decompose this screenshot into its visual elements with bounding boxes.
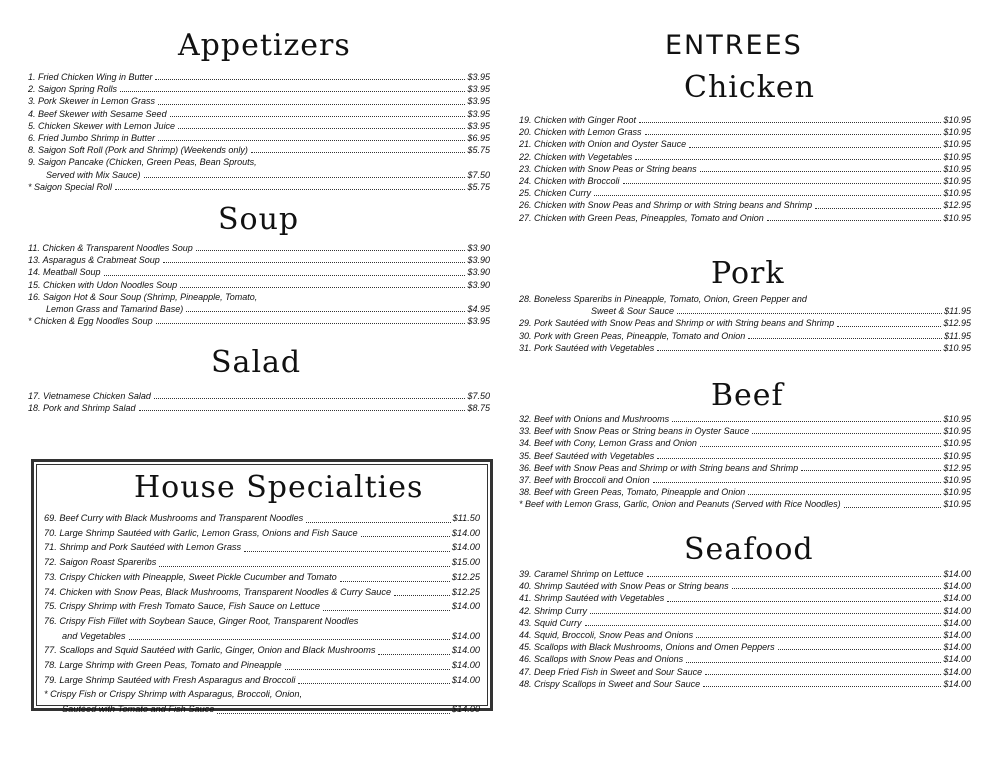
entrees-heading: ENTREES [665, 30, 803, 61]
menu-item-price: $7.50 [467, 391, 490, 401]
menu-item-name: 40. Shrimp Sautéed with Snow Peas or String beans [519, 581, 729, 592]
menu-item-name: 19. Chicken with Ginger Root [519, 115, 637, 125]
menu-item [519, 305, 971, 317]
menu-item [519, 138, 971, 150]
menu-item-name: 42. Shrimp Curry [519, 605, 588, 616]
dot-leader [154, 398, 466, 399]
pork-heading: Pork [711, 256, 785, 291]
menu-item-price: $3.95 [467, 84, 490, 95]
menu-item-price: $12.95 [943, 200, 971, 211]
dot-leader [178, 128, 465, 129]
dot-leader [158, 140, 465, 141]
menu-item-name: 27. Chicken with Green Peas, Pineapples, Tomato and Onion [519, 212, 764, 223]
menu-item-name: 13. Asparagus & Crabmeat Soup [28, 255, 160, 266]
menu-item-price: $10.95 [943, 342, 971, 353]
dot-leader [158, 104, 465, 105]
menu-item [519, 617, 971, 629]
seafood-heading: Seafood [684, 532, 814, 567]
dot-leader [700, 171, 942, 172]
menu-item-name: 34. Beef with Cony, Lemon Grass and Onion [519, 438, 697, 449]
dot-leader [285, 669, 450, 670]
appetizers-heading: Appetizers [178, 28, 351, 63]
menu-item-price: $10.95 [943, 450, 971, 461]
menu-item-price: $3.95 [467, 316, 490, 327]
house-specialties-box [31, 459, 493, 715]
menu-item-price: $10.95 [943, 163, 971, 174]
menu-item [44, 643, 480, 658]
menu-item [28, 144, 490, 156]
menu-item-name: 26. Chicken with Snow Peas and Shrimp or with String beans and Shrimp [519, 200, 813, 211]
menu-item-name: Served with Mix Sauce) [46, 169, 141, 180]
dot-leader [705, 674, 941, 675]
menu-item-price: $14.00 [943, 617, 971, 628]
dot-leader [778, 649, 942, 650]
menu-item [28, 254, 490, 266]
menu-item-price: $14.00 [451, 674, 480, 685]
menu-item-name: 78. Large Shrimp with Green Peas, Tomato and Pineapple [44, 660, 282, 671]
dot-leader [144, 177, 466, 178]
menu-item-name: 29. Pork Sautéed with Snow Peas and Shrimp or with String beans and Shrimp [519, 318, 835, 329]
menu-item [28, 291, 490, 303]
dot-leader [645, 134, 942, 135]
menu-item [519, 212, 971, 224]
menu-item-name: 32. Beef with Onions and Mushrooms [519, 414, 670, 424]
menu-item-price: $3.90 [467, 243, 490, 253]
menu-item [519, 629, 971, 641]
menu-item-name: 33. Beef with Snow Peas or String beans in Oyster Sauce [519, 426, 750, 437]
menu-item-price: $12.25 [451, 571, 480, 582]
menu-item [519, 199, 971, 211]
menu-item-price: $3.95 [467, 72, 490, 82]
menu-item-name: 9. Saigon Pancake (Chicken, Green Peas, Bean Sprouts, [28, 157, 257, 168]
dot-leader [244, 551, 450, 552]
menu-item-price: $14.00 [451, 645, 480, 656]
menu-item-name: * Saigon Special Roll [28, 181, 113, 192]
dot-leader [657, 458, 941, 459]
menu-item-price: $10.95 [943, 115, 971, 125]
menu-item-name: 73. Crispy Chicken with Pineapple, Sweet Pickle Cucumber and Tomato [44, 571, 337, 582]
menu-item-price: $14.00 [451, 704, 480, 715]
dot-leader [163, 262, 466, 263]
menu-item-name: 79. Large Shrimp Sautéed with Fresh Asparagus and Broccoli [44, 674, 296, 685]
menu-item-name: 45. Scallops with Black Mushrooms, Onions and Omen Peppers [519, 642, 775, 653]
menu-item [519, 666, 971, 678]
menu-item-price: $7.50 [467, 169, 490, 180]
menu-item-name: 24. Chicken with Broccoli [519, 176, 620, 187]
menu-item-price: $10.95 [943, 414, 971, 424]
menu-item-name: 38. Beef with Green Peas, Tomato, Pineapple and Onion [519, 487, 746, 498]
menu-item-price: $10.95 [943, 188, 971, 199]
dot-leader [639, 122, 941, 123]
dot-leader [844, 507, 942, 508]
menu-item [519, 330, 971, 342]
menu-item-name: 17. Vietnamese Chicken Salad [28, 391, 151, 401]
menu-item-name: Sweet & Sour Sauce [591, 306, 675, 317]
dot-leader [677, 313, 942, 314]
menu-item-price: $14.00 [451, 527, 480, 538]
menu-item-name: * Beef with Lemon Grass, Garlic, Onion and Peanuts (Served with Rice Noodles) [519, 499, 841, 510]
menu-item [44, 673, 480, 688]
menu-item [519, 592, 971, 604]
dot-leader [590, 613, 941, 614]
dot-leader [635, 159, 941, 160]
menu-item [28, 132, 490, 144]
menu-item [44, 540, 480, 555]
menu-item-name: 43. Squid Curry [519, 617, 582, 628]
dot-leader [180, 287, 465, 288]
salad-heading: Salad [211, 345, 302, 380]
menu-item-price: $5.75 [467, 145, 490, 156]
menu-item [44, 585, 480, 600]
menu-item [519, 114, 971, 126]
dot-leader [217, 713, 450, 714]
menu-item [44, 511, 480, 526]
menu-item-name: 39. Caramel Shrimp on Lettuce [519, 569, 644, 579]
dot-leader [170, 116, 466, 117]
menu-item-name: 11. Chicken & Transparent Noodles Soup [28, 243, 193, 253]
menu-item-name: 21. Chicken with Onion and Oyster Sauce [519, 139, 687, 150]
dot-leader [752, 433, 941, 434]
menu-item-name: 48. Crispy Scallops in Sweet and Sour Sauce [519, 678, 701, 689]
menu-item-name: 4. Beef Skewer with Sesame Seed [28, 108, 167, 119]
menu-item [28, 303, 490, 315]
soup-heading: Soup [218, 202, 300, 237]
dot-leader [667, 601, 941, 602]
menu-item-name: 25. Chicken Curry [519, 188, 592, 199]
dot-leader [186, 311, 465, 312]
menu-item-price: $14.00 [943, 630, 971, 641]
dot-leader [361, 536, 450, 537]
menu-item-name: 5. Chicken Skewer with Lemon Juice [28, 120, 176, 131]
menu-item-price: $8.75 [467, 403, 490, 414]
dot-leader [801, 470, 941, 471]
menu-item-price: $12.95 [943, 462, 971, 473]
dot-leader [700, 446, 942, 447]
dot-leader [689, 147, 941, 148]
dot-leader [686, 662, 941, 663]
menu-item [28, 266, 490, 278]
house-specialties-list [44, 511, 480, 717]
menu-item-price: $14.00 [943, 581, 971, 592]
menu-item-name: and Vegetables [62, 630, 126, 641]
menu-item-name: 3. Pork Skewer in Lemon Grass [28, 96, 156, 107]
menu-item [44, 599, 480, 614]
menu-item-price: $3.90 [467, 267, 490, 278]
menu-item [519, 641, 971, 653]
menu-item-name: Sautéed with Tomato and Fish Sauce [62, 704, 215, 715]
menu-item [44, 570, 480, 585]
menu-item [28, 169, 490, 181]
menu-item-price: $10.95 [943, 151, 971, 162]
menu-item-name: 18. Pork and Shrimp Salad [28, 403, 136, 414]
menu-item-name: 30. Pork with Green Peas, Pineapple, Tomato and Onion [519, 330, 746, 341]
menu-item-price: $3.95 [467, 108, 490, 119]
menu-item-price: $10.95 [943, 176, 971, 187]
menu-item [28, 83, 490, 95]
dot-leader [594, 195, 941, 196]
menu-item-price: $12.25 [451, 586, 480, 597]
menu-item [28, 95, 490, 107]
menu-item-price: $14.00 [451, 601, 480, 612]
menu-item [519, 450, 971, 462]
dot-leader [120, 91, 465, 92]
menu-item-price: $3.95 [467, 120, 490, 131]
menu-item-name: 74. Chicken with Snow Peas, Black Mushrooms, Transparent Noodles & Curry Sauce [44, 586, 392, 597]
menu-item [519, 498, 971, 510]
menu-item [28, 181, 490, 193]
dot-leader [647, 576, 942, 577]
dot-leader [653, 482, 942, 483]
dot-leader [815, 208, 941, 209]
menu-item-price: $10.95 [943, 499, 971, 510]
menu-item [519, 462, 971, 474]
menu-item [519, 187, 971, 199]
menu-item [519, 653, 971, 665]
menu-item-name: * Crispy Fish or Crispy Shrimp with Asparagus, Broccoli, Onion, [44, 689, 303, 700]
menu-item-name: 23. Chicken with Snow Peas or String beans [519, 163, 697, 174]
menu-item-price: $3.90 [467, 255, 490, 266]
dot-leader [298, 683, 449, 684]
menu-item-name: 75. Crispy Shrimp with Fresh Tomato Sauce, Fish Sauce on Lettuce [44, 601, 320, 612]
menu-item-name: * Chicken & Egg Noodles Soup [28, 316, 153, 327]
menu-item-name: 14. Meatball Soup [28, 267, 101, 278]
menu-item [28, 71, 490, 83]
dot-leader [156, 323, 466, 324]
menu-item [44, 555, 480, 570]
menu-item-name: 35. Beef Sautéed with Vegetables [519, 450, 655, 461]
menu-item [28, 390, 490, 402]
menu-item-name: 77. Scallops and Squid Sautéed with Garlic, Ginger, Onion and Black Mushrooms [44, 645, 376, 656]
menu-item [519, 580, 971, 592]
menu-item-name: Lemon Grass and Tamarind Base) [46, 304, 184, 315]
menu-item-price: $10.95 [943, 212, 971, 223]
menu-item-price: $14.00 [943, 678, 971, 689]
dot-leader [323, 610, 450, 611]
dot-leader [732, 588, 942, 589]
menu-item-price: $14.00 [451, 630, 480, 641]
menu-item-name: 69. Beef Curry with Black Mushrooms and Transparent Noodles [44, 513, 304, 523]
dot-leader [703, 686, 941, 687]
menu-item-name: 8. Saigon Soft Roll (Pork and Shrimp) (Weekends only) [28, 145, 248, 156]
menu-item-price: $14.00 [943, 593, 971, 604]
menu-item-name: 28. Boneless Spareribs in Pineapple, Tomato, Onion, Green Pepper and [519, 294, 807, 304]
menu-item [519, 678, 971, 690]
menu-item-name: 70. Large Shrimp Sautéed with Garlic, Lemon Grass, Onions and Fish Sauce [44, 527, 358, 538]
menu-item [28, 402, 490, 414]
dot-leader [696, 637, 941, 638]
dot-leader [657, 350, 941, 351]
menu-item [519, 425, 971, 437]
menu-item [44, 629, 480, 644]
dot-leader [139, 410, 466, 411]
dot-leader [748, 494, 941, 495]
menu-item [519, 342, 971, 354]
menu-item-name: 1. Fried Chicken Wing in Butter [28, 72, 153, 82]
chicken-list [519, 114, 971, 224]
menu-item-name: 2. Saigon Spring Rolls [28, 84, 118, 95]
menu-item [28, 108, 490, 120]
menu-item-name: 72. Saigon Roast Spareribs [44, 557, 157, 568]
menu-item [519, 486, 971, 498]
salad-list [28, 390, 490, 414]
menu-item [519, 175, 971, 187]
menu-item-name: 76. Crispy Fish Fillet with Soybean Sauce, Ginger Root, Transparent Noodles [44, 615, 359, 626]
menu-item [519, 126, 971, 138]
menu-item-name: 20. Chicken with Lemon Grass [519, 127, 642, 138]
beef-heading: Beef [711, 378, 784, 413]
menu-item-price: $5.75 [467, 181, 490, 192]
menu-item-name: 6. Fried Jumbo Shrimp in Butter [28, 133, 156, 144]
menu-item [519, 293, 971, 305]
pork-list [519, 293, 971, 354]
menu-item-name: 31. Pork Sautéed with Vegetables [519, 342, 655, 353]
menu-item-price: $6.95 [467, 133, 490, 144]
menu-item-price: $11.95 [944, 306, 971, 317]
menu-item-price: $14.00 [451, 660, 480, 671]
menu-item-name: 22. Chicken with Vegetables [519, 151, 633, 162]
menu-item-name: 36. Beef with Snow Peas and Shrimp or with String beans and Shrimp [519, 462, 799, 473]
dot-leader [394, 595, 450, 596]
menu-item-price: $3.90 [467, 279, 490, 290]
menu-item-price: $14.00 [943, 654, 971, 665]
menu-item-price: $15.00 [451, 557, 480, 568]
menu-item [519, 317, 971, 329]
soup-list [28, 242, 490, 327]
menu-item-price: $10.95 [943, 487, 971, 498]
menu-item-price: $14.00 [943, 569, 971, 579]
menu-item-price: $10.95 [943, 438, 971, 449]
menu-item-price: $4.95 [467, 304, 490, 315]
menu-item-name: 44. Squid, Broccoli, Snow Peas and Onions [519, 630, 694, 641]
dot-leader [129, 639, 450, 640]
dot-leader [155, 79, 465, 80]
menu-item [519, 437, 971, 449]
dot-leader [196, 250, 466, 251]
menu-item [28, 120, 490, 132]
menu-item [44, 614, 480, 629]
dot-leader [767, 220, 942, 221]
dot-leader [585, 625, 942, 626]
dot-leader [378, 654, 449, 655]
house-specialties-heading: House Specialties [134, 470, 424, 505]
menu-item [519, 413, 971, 425]
dot-leader [115, 189, 465, 190]
menu-item-price: $11.95 [944, 330, 971, 341]
menu-item-price: $10.95 [943, 139, 971, 150]
menu-item-price: $3.95 [467, 96, 490, 107]
menu-item [519, 151, 971, 163]
menu-item-price: $12.95 [943, 318, 971, 329]
menu-item [28, 156, 490, 168]
menu-item [28, 279, 490, 291]
menu-item-name: 41. Shrimp Sautéed with Vegetables [519, 593, 665, 604]
chicken-heading: Chicken [684, 70, 815, 105]
menu-item-price: $10.95 [943, 426, 971, 437]
menu-item [44, 687, 480, 702]
menu-item-price: $10.95 [943, 127, 971, 138]
menu-item [28, 242, 490, 254]
dot-leader [623, 183, 942, 184]
menu-item [44, 702, 480, 717]
dot-leader [340, 581, 450, 582]
menu-item-name: 16. Saigon Hot & Sour Soup (Shrimp, Pineapple, Tomato, [28, 291, 258, 302]
menu-item-price: $10.95 [943, 475, 971, 486]
menu-item-name: 47. Deep Fried Fish in Sweet and Sour Sauce [519, 666, 703, 677]
dot-leader [306, 522, 450, 523]
dot-leader [837, 326, 941, 327]
menu-item [44, 658, 480, 673]
dot-leader [672, 421, 941, 422]
beef-list [519, 413, 971, 511]
menu-item-name: 37. Beef with Broccoli and Onion [519, 475, 650, 486]
menu-item [519, 163, 971, 175]
seafood-list [519, 568, 971, 690]
appetizers-list [28, 71, 490, 193]
menu-item-price: $11.50 [452, 513, 480, 523]
menu-item-price: $14.00 [943, 642, 971, 653]
menu-item-name: 71. Shrimp and Pork Sautéed with Lemon Grass [44, 542, 242, 553]
menu-item-name: 46. Scallops with Snow Peas and Onions [519, 654, 684, 665]
menu-item-price: $14.00 [451, 542, 480, 553]
dot-leader [251, 152, 466, 153]
menu-item-price: $14.00 [943, 605, 971, 616]
dot-leader [159, 566, 450, 567]
menu-item-name: 15. Chicken with Udon Noodles Soup [28, 279, 178, 290]
dot-leader [104, 275, 466, 276]
right-column [519, 0, 971, 773]
menu-item-price: $14.00 [943, 666, 971, 677]
menu-item [519, 474, 971, 486]
menu-item [519, 605, 971, 617]
menu-item [44, 526, 480, 541]
menu-item [28, 315, 490, 327]
menu-item [519, 568, 971, 580]
dot-leader [748, 338, 942, 339]
